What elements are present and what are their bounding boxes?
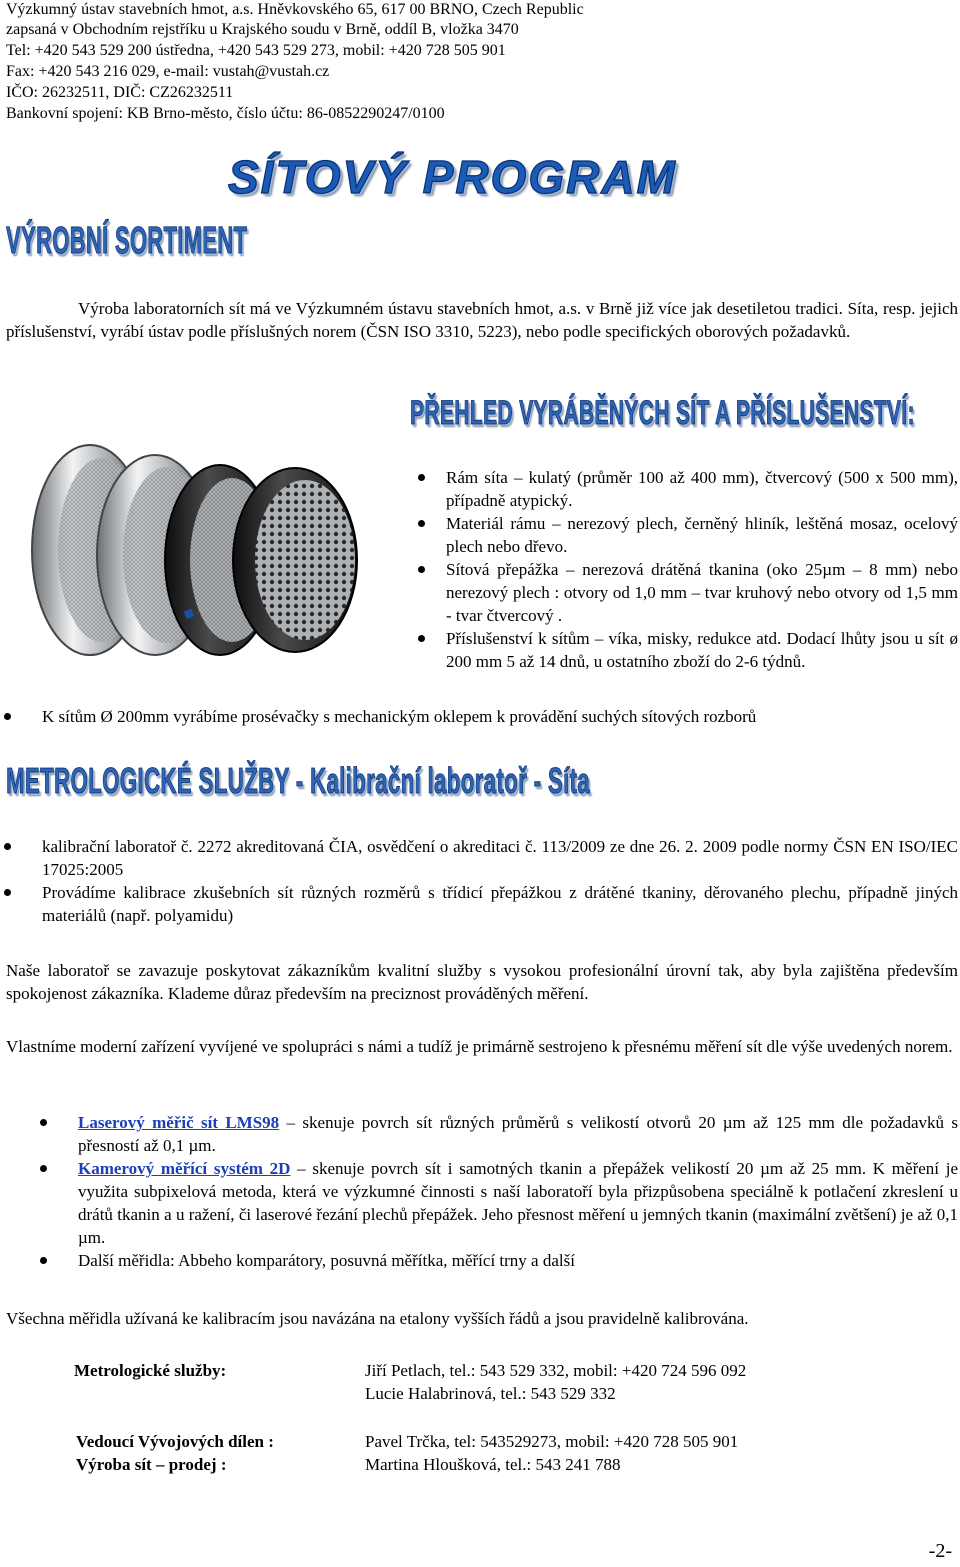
instrument-item-laser (78, 1111, 958, 1157)
laser-meter-link[interactable]: Laserový měřič sít LMS98 (78, 1113, 280, 1132)
instrument-laser-text: – skenuje povrch sít různých průměrů s velikostí otvorů 20 µm až 125 mm dle požadavků s přesností až 0,1 µm. (78, 1113, 958, 1155)
page-number: -2- (928, 1540, 952, 1562)
banner-metrologicke-sluzby: METROLOGICKÉ SLUŽBY - Kalibrační laboratoř - Síta (6, 760, 591, 801)
contact-metrology-2: Lucie Halabrinová, tel.: 543 529 332 (365, 1384, 616, 1403)
header-line-5: IČO: 26232511, DIČ: CZ26232511 (6, 84, 234, 101)
contact-sales-label: Výroba sít – prodej : (76, 1455, 227, 1474)
contact-dev-label: Vedoucí Vývojových dílen : (76, 1432, 274, 1451)
traceability-paragraph: Všechna měřidla užívaná ke kalibracím jsou navázána na etalony vyšších řádů a jsou pravidelně kalibrována. (6, 1309, 749, 1328)
equipment-paragraph: Vlastníme moderní zařízení vyvíjené ve spolupráci s námi a tudíž je primárně sestrojeno k přesnému měření sít dle výše uvedených norem. (6, 1037, 953, 1056)
calibration-list (42, 835, 958, 927)
product-item-material: Materiál rámu – nerezový plech, černěný hliník, leštěná mosaz, ocelový plech nebo dřevo. (446, 514, 958, 556)
header-line-3: Tel: +420 543 529 200 ústředna, +420 543 529 273, mobil: +420 728 505 901 (6, 42, 506, 59)
contact-metrology-1: Jiří Petlach, tel.: 543 529 332, mobil: +420 724 596 092 (365, 1361, 747, 1380)
banner-sitovy-program: SÍTOVÝ PROGRAM (228, 151, 677, 203)
instrument-list (78, 1111, 958, 1272)
banner-vyrobni-sortiment: VÝROBNÍ SORTIMENT (6, 220, 248, 262)
commitment-paragraph: Naše laboratoř se zavazuje poskytovat zákazníkům kvalitní služby s vysokou profesionální úrovní tak, aby byla zajištěna především spokojenost zákazníka. Klademe důraz především na preciznost prováděných měření. (6, 961, 958, 1003)
intro-paragraph: Výroba laboratorních sít má ve Výzkumném ústavu stavebních hmot, a.s. v Brně již více jak desetiletou tradici. Síta, resp. jejich příslušenství, vyrábí ústav podle příslušných norem (ČSN ISO 3310, 5223), nebo podle specifických oborových požadavků. (6, 299, 958, 341)
shaker-item: K sítům Ø 200mm vyrábíme prosévačky s mechanickým oklepem k provádění suchých sítových rozborů (42, 705, 958, 728)
instrument-item-other (78, 1249, 958, 1272)
product-item-frame: Rám síta – kulatý (průměr 100 až 400 mm), čtvercový (500 x 500 mm), případně atypický. (446, 468, 958, 510)
camera-system-link[interactable]: Kamerový měřící systém 2D (78, 1159, 291, 1178)
calibration-item-accreditation: kalibrační laboratoř č. 2272 akreditovaná ČIA, osvědčení o akreditaci č. 113/2009 ze dne 26. 2. 2009 podle normy ČSN EN ISO/IEC 17025:2005 (42, 837, 958, 879)
product-item-accessories: Příslušenství k sítům – víka, misky, redukce atd. Dodací lhůty jsou u sít ø 200 mm 5 až 14 dnů, u ostatního zboží do 2-6 týdnů. (446, 629, 958, 671)
header-line-2: zapsaná v Obchodním rejstříku u Krajského soudu v Brně, oddíl B, vložka 3470 (6, 21, 519, 38)
product-list (446, 466, 958, 673)
contact-sales-value: Martina Hloušková, tel.: 543 241 788 (365, 1455, 621, 1474)
calibration-item-services: Provádíme kalibrace zkušebních sít různých rozměrů s třídicí přepážkou z drátěné tkaniny, děrovaného plechu, případně jiných materiálů (např. polyamidu) (42, 883, 958, 925)
banner-prehled: PŘEHLED VYRÁBĚNÝCH SÍT A PŘÍSLUŠENSTVÍ: (410, 394, 915, 432)
header-line-6: Bankovní spojení: KB Brno-město, číslo účtu: 86-0852290247/0100 (6, 105, 445, 122)
instrument-other-text: Další měřidla: Abbeho komparátory, posuvná měřítka, měřící trny a další (78, 1251, 575, 1270)
shaker-list (42, 705, 958, 728)
header-line-1: Výzkumný ústav stavebních hmot, a.s. Hněvkovského 65, 617 00 BRNO, Czech Republic (6, 1, 584, 18)
instrument-camera-text: – skenuje povrch sít i samotných tkanin a přepážek velikostí 20 µm až 25 mm. K měření je využita subpixelová metoda, která ve výzkumné činnosti s naší laboratoří byla přizpůsobena speciálně k potlačení zkreslení u drátů tkanin a u ražení, či laserové řezání plechů přepážek. Jeho přesnost měření u jemných tkanin (maximální zvětšení) je až 0,1 µm. (78, 1159, 958, 1247)
instrument-item-camera (78, 1157, 958, 1249)
contact-metrology-label: Metrologické služby: (74, 1361, 227, 1380)
header-line-4: Fax: +420 543 216 029, e-mail: vustah@vustah.cz (6, 63, 330, 80)
sieve-stack-photo (20, 410, 370, 710)
product-item-mesh: Sítová přepážka – nerezová drátěná tkanina (oko 25µm – 8 mm) nebo nerezový plech : otvory od 1,0 mm – tvar kruhový nebo otvory od 1,5 mm - tvar čtvercový . (446, 560, 958, 625)
contact-dev-value: Pavel Trčka, tel: 543529273, mobil: +420 728 505 901 (365, 1432, 739, 1451)
